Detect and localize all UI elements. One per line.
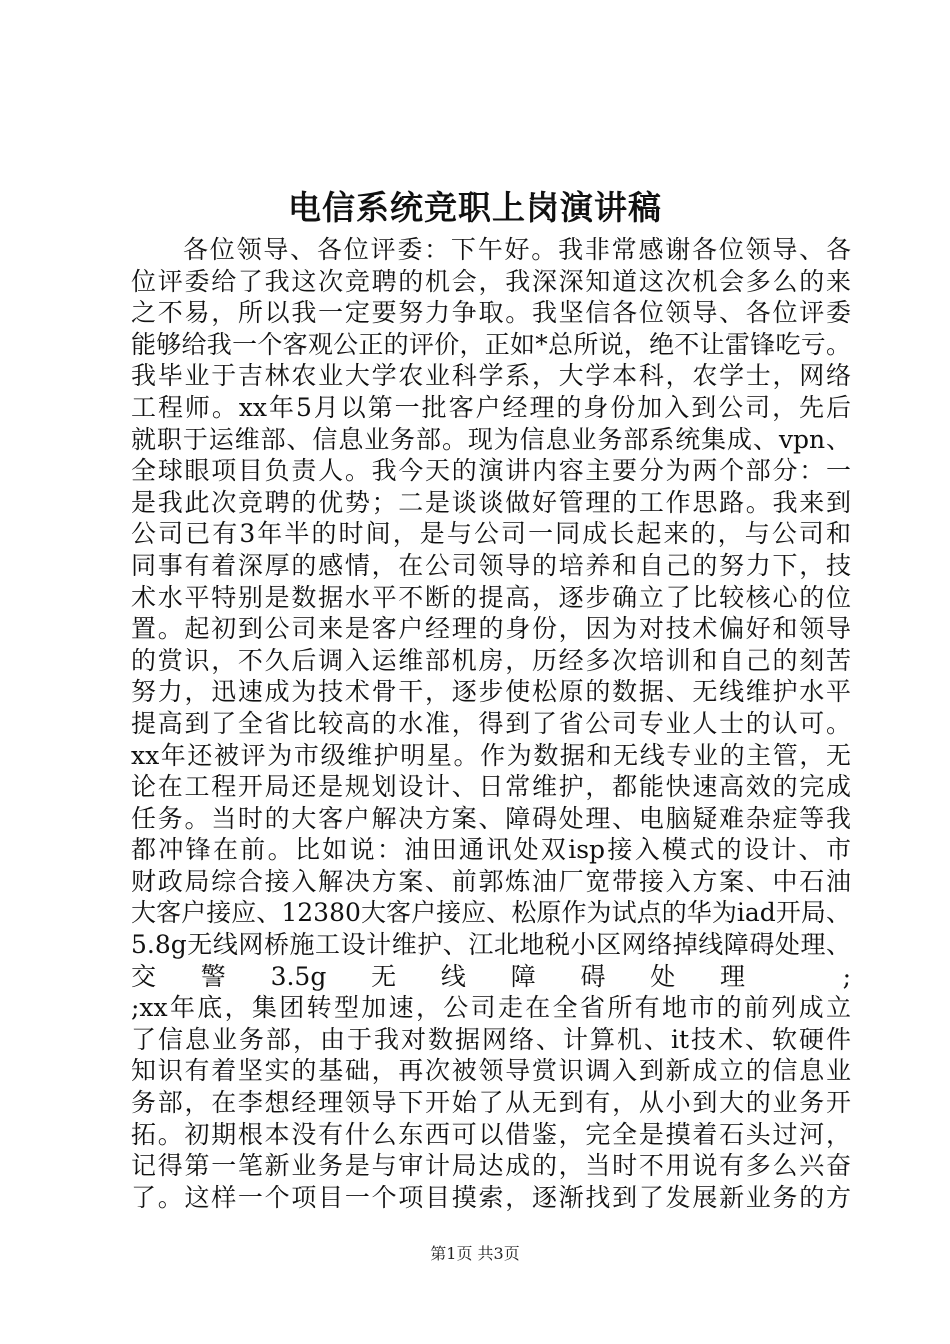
body-line: 努力，迅速成为技术骨干，逐步使松原的数据、无线维护水平 xyxy=(131,677,851,707)
body-line: 拓。初期根本没有什么东西可以借鉴，完全是摸着石头过河， xyxy=(131,1119,851,1149)
body-line: 我毕业于吉林农业大学农业科学系，大学本科，农学士，网络 xyxy=(131,361,851,391)
body-line: 术水平特别是数据水平不断的提高，逐步确立了比较核心的位 xyxy=(131,582,851,612)
body-line: 了。这样一个项目一个项目摸索，逐渐找到了发展新业务的方 xyxy=(131,1182,851,1212)
body-line: 位评委给了我这次竞聘的机会，我深深知道这次机会多么的来 xyxy=(131,266,851,296)
body-line: 都冲锋在前。比如说：油田通讯处双isp接入模式的设计、市 xyxy=(131,835,851,865)
body-line: 之不易，所以我一定要努力争取。我坚信各位领导、各位评委 xyxy=(131,298,851,328)
body-line: 公司已有3年半的时间，是与公司一同成长起来的，与公司和 xyxy=(131,519,851,549)
body-line: 务部，在李想经理领导下开始了从无到有，从小到大的业务开 xyxy=(131,1088,851,1118)
page-footer: 第1页 共3页 xyxy=(430,1244,520,1263)
body-line: 财政局综合接入解决方案、前郭炼油厂宽带接入方案、中石油 xyxy=(131,866,851,896)
body-line: 同事有着深厚的感情，在公司领导的培养和自己的努力下，技 xyxy=(131,550,851,580)
body-line: 知识有着坚实的基础，再次被领导赏识调入到新成立的信息业 xyxy=(131,1056,851,1086)
body-line: 全球眼项目负责人。我今天的演讲内容主要分为两个部分：一 xyxy=(131,456,851,486)
body-line: 论在工程开局还是规划设计、日常维护，都能快速高效的完成 xyxy=(131,772,851,802)
body-line: 就职于运维部、信息业务部。现为信息业务部系统集成、vpn、 xyxy=(131,424,851,454)
body-line: xx年还被评为市级维护明星。作为数据和无线专业的主管，无 xyxy=(131,740,851,770)
body-line: 交警3.5g无线障碍处理 ; xyxy=(131,961,851,991)
body-line: 了信息业务部，由于我对数据网络、计算机、it技术、软硬件 xyxy=(131,1024,851,1054)
document-title: 电信系统竞职上岗演讲稿 xyxy=(288,188,662,227)
body-line: ;xx年底，集团转型加速，公司走在全省所有地市的前列成立 xyxy=(131,993,851,1023)
body-line: 任务。当时的大客户解决方案、障碍处理、电脑疑难杂症等我 xyxy=(131,803,851,833)
body-line: 大客户接应、12380大客户接应、松原作为试点的华为iad开局、 xyxy=(131,898,851,928)
body-line: 能够给我一个客观公正的评价，正如*总所说，绝不让雷锋吃亏。 xyxy=(131,329,851,359)
body-line: 提高到了全省比较高的水准，得到了省公司专业人士的认可。 xyxy=(131,708,851,738)
document-body xyxy=(131,234,851,1213)
body-line: 5.8g无线网桥施工设计维护、江北地税小区网络掉线障碍处理、 xyxy=(131,930,851,960)
body-line: 记得第一笔新业务是与审计局达成的，当时不用说有多么兴奋 xyxy=(131,1151,851,1181)
body-line: 工程师。xx年5月以第一批客户经理的身份加入到公司，先后 xyxy=(131,392,851,422)
body-line: 是我此次竞聘的优势；二是谈谈做好管理的工作思路。我来到 xyxy=(131,487,851,517)
body-line: 置。起初到公司来是客户经理的身份，因为对技术偏好和领导 xyxy=(131,614,851,644)
body-line: 各位领导、各位评委：下午好。我非常感谢各位领导、各 xyxy=(183,235,851,264)
body-line: 的赏识，不久后调入运维部机房，历经多次培训和自己的刻苦 xyxy=(131,645,851,675)
